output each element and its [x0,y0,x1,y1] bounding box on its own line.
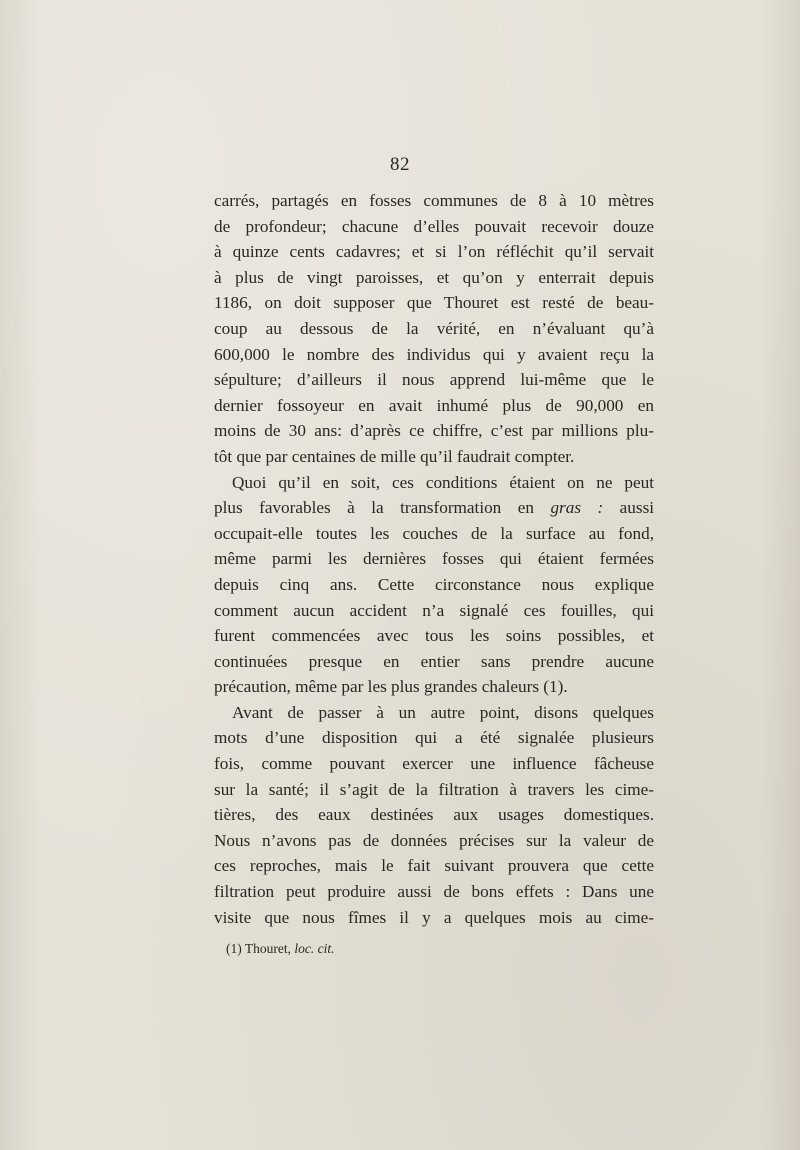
text-line: 1186, on doit supposer que Thouret est resté de beau- [214,293,654,313]
text-line: furent commencées avec tous les soins possibles, et [214,626,654,646]
text-segment: plus favorables à la transformation en [214,498,534,518]
text-line: Nous n’avons pas de données précises sur la valeur de [214,830,654,850]
footnote-author: Thouret, [244,941,292,956]
text-line: filtration peut produire aussi de bons effets : Dans une [214,882,654,902]
text-line: dernier fossoyeur en avait inhumé plus de 90,000 en [214,395,654,415]
body-text [214,188,654,930]
text-line: 600,000 le nombre des individus qui y avaient reçu la [214,344,654,364]
text-line: de profondeur; chacune d’elles pouvait recevoir douze [214,216,654,236]
text-line: ces reproches, mais le fait suivant prouvera que cette [214,856,654,876]
text-line: sépulture; d’ailleurs il nous apprend lui-même que le [214,370,654,390]
footnote [226,941,335,957]
text-line: Avant de passer à un autre point, disons quelques [232,702,654,722]
text-line: visite que nous fîmes il y a quelques mois au cime- [214,907,654,927]
text-line: même parmi les dernières fosses qui étaient fermées [214,549,654,569]
text-line: à plus de vingt paroisses, et qu’on y enterrait depuis [214,267,654,287]
text-line: occupait-elle toutes les couches de la surface au fond, [214,523,654,543]
text-line: moins de 30 ans: d’après ce chiffre, c’est par millions plu- [214,421,654,441]
text-line: Quoi qu’il en soit, ces conditions étaient on ne peut [232,472,654,492]
text-line: mots d’une disposition qui a été signalée plusieurs [214,728,654,748]
text-line-mixed [214,495,654,521]
text-line: comment aucun accident n’a signalé ces fouilles, qui [214,600,654,620]
text-line: sur la santé; il s’agit de la filtration à travers les cime- [214,779,654,799]
text-line: fois, comme pouvant exercer une influence fâcheuse [214,754,654,774]
footnote-marker: (1) [226,941,242,956]
text-line: à quinze cents cadavres; et si l’on réfléchit qu’il servait [214,242,654,262]
page-number: 82 [390,154,410,175]
text-segment: aussi [619,498,654,518]
italic-term: gras : [550,498,604,518]
text-line: tôt que par centaines de mille qu’il faudrait compter. [214,446,575,466]
text-line: coup au dessous de la vérité, en n’évaluant qu’à [214,318,654,338]
text-line: carrés, partagés en fosses communes de 8 à 10 mètres [214,191,654,210]
footnote-reference: loc. cit. [294,941,335,956]
text-line: depuis cinq ans. Cette circonstance nous explique [214,574,654,594]
text-line: précaution, même par les plus grandes chaleurs (1). [214,677,568,697]
text-line: tières, des eaux destinées aux usages domestiques. [214,805,654,825]
text-line: continuées presque en entier sans prendre aucune [214,651,654,671]
